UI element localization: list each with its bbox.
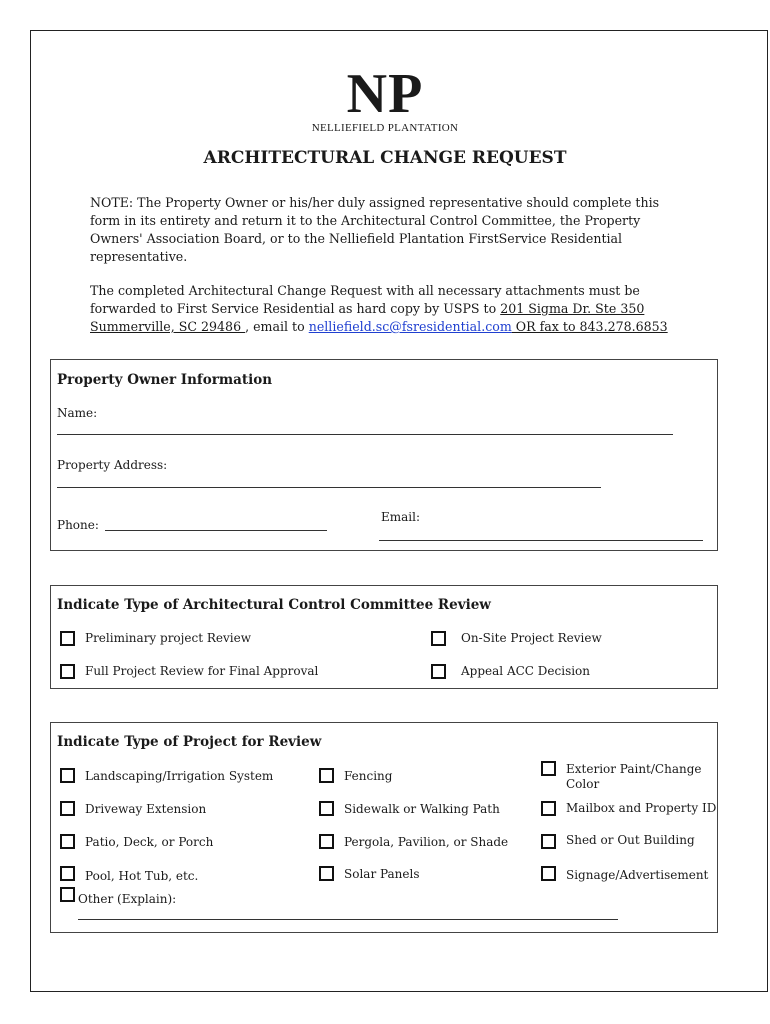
logo-name: NELLIEFIELD PLANTATION <box>311 122 459 134</box>
other-explain-field[interactable] <box>78 919 618 920</box>
form-title: ARCHITECTURAL CHANGE REQUEST <box>203 148 567 168</box>
option-label: Landscaping/Irrigation System <box>85 769 274 783</box>
option-label: Exterior Paint/Change Color <box>566 762 702 791</box>
project-type-heading: Indicate Type of Project for Review <box>57 734 322 750</box>
email-field[interactable] <box>379 540 703 541</box>
phone-field[interactable] <box>105 530 327 531</box>
checkbox[interactable] <box>431 631 446 646</box>
email-label: Email: <box>381 510 421 524</box>
checkbox[interactable] <box>541 866 556 881</box>
review-type-heading: Indicate Type of Architectural Control Committee Review <box>57 597 491 613</box>
project-type-section <box>50 722 718 933</box>
option-label: Pool, Hot Tub, etc. <box>85 869 199 883</box>
checkbox[interactable] <box>319 768 334 783</box>
checkbox[interactable] <box>541 761 556 776</box>
address-label: Property Address: <box>57 458 168 472</box>
option-label: Driveway Extension <box>85 802 207 816</box>
option-label: Pergola, Pavilion, or Shade <box>344 835 509 849</box>
name-field[interactable] <box>57 434 673 435</box>
option-label: Fencing <box>344 769 393 783</box>
owner-info-section <box>50 359 718 551</box>
other-label: Other (Explain): <box>78 892 177 906</box>
address-line2: Summerville, SC 29486 <box>90 319 246 334</box>
checkbox[interactable] <box>60 664 75 679</box>
checkbox[interactable] <box>60 834 75 849</box>
email-link[interactable]: nelliefield.sc@fsresidential.com <box>308 319 512 334</box>
forward-text: The completed Architectural Change Request with all necessary attachments must be forwarded to First Service Residential as hard copy by USPS to <box>90 283 640 316</box>
option-label: Solar Panels <box>344 867 420 881</box>
name-label: Name: <box>57 406 98 420</box>
note-text: NOTE: The Property Owner or his/her duly assigned representative should complete this form in its entirety and return it to the Architectural Control Committee, the Property Owners' Association Board, or to the Nelliefield Plantation FirstService Residential representative. <box>90 195 660 264</box>
checkbox[interactable] <box>60 631 75 646</box>
option-label: Signage/Advertisement <box>566 868 709 882</box>
checkbox[interactable] <box>60 801 75 816</box>
forward-paragraph <box>90 282 680 336</box>
option-label: Preliminary project Review <box>85 631 251 645</box>
option-label: Sidewalk or Walking Path <box>344 802 500 816</box>
checkbox[interactable] <box>319 801 334 816</box>
address-line1: 201 Sigma Dr. Ste 350 <box>500 301 645 316</box>
review-type-section <box>50 585 718 689</box>
address-field[interactable] <box>57 487 601 488</box>
email-text: , email to <box>245 319 309 334</box>
logo-mark: NP <box>346 63 424 125</box>
checkbox[interactable] <box>541 801 556 816</box>
checkbox[interactable] <box>319 834 334 849</box>
option-label: Patio, Deck, or Porch <box>85 835 214 849</box>
checkbox[interactable] <box>60 887 75 902</box>
option-label: Mailbox and Property ID <box>566 801 717 815</box>
owner-info-heading: Property Owner Information <box>57 372 273 388</box>
checkbox[interactable] <box>60 768 75 783</box>
checkbox[interactable] <box>431 664 446 679</box>
checkbox[interactable] <box>541 834 556 849</box>
option-label: Full Project Review for Final Approval <box>85 664 319 678</box>
fax-text: OR fax to 843.278.6853 <box>511 319 668 334</box>
checkbox[interactable] <box>60 866 75 881</box>
checkbox[interactable] <box>319 866 334 881</box>
option-label: On-Site Project Review <box>461 631 602 645</box>
phone-label: Phone: <box>57 518 99 532</box>
note-paragraph <box>90 194 680 266</box>
option-label: Appeal ACC Decision <box>461 664 591 678</box>
option-label: Shed or Out Building <box>566 833 695 847</box>
